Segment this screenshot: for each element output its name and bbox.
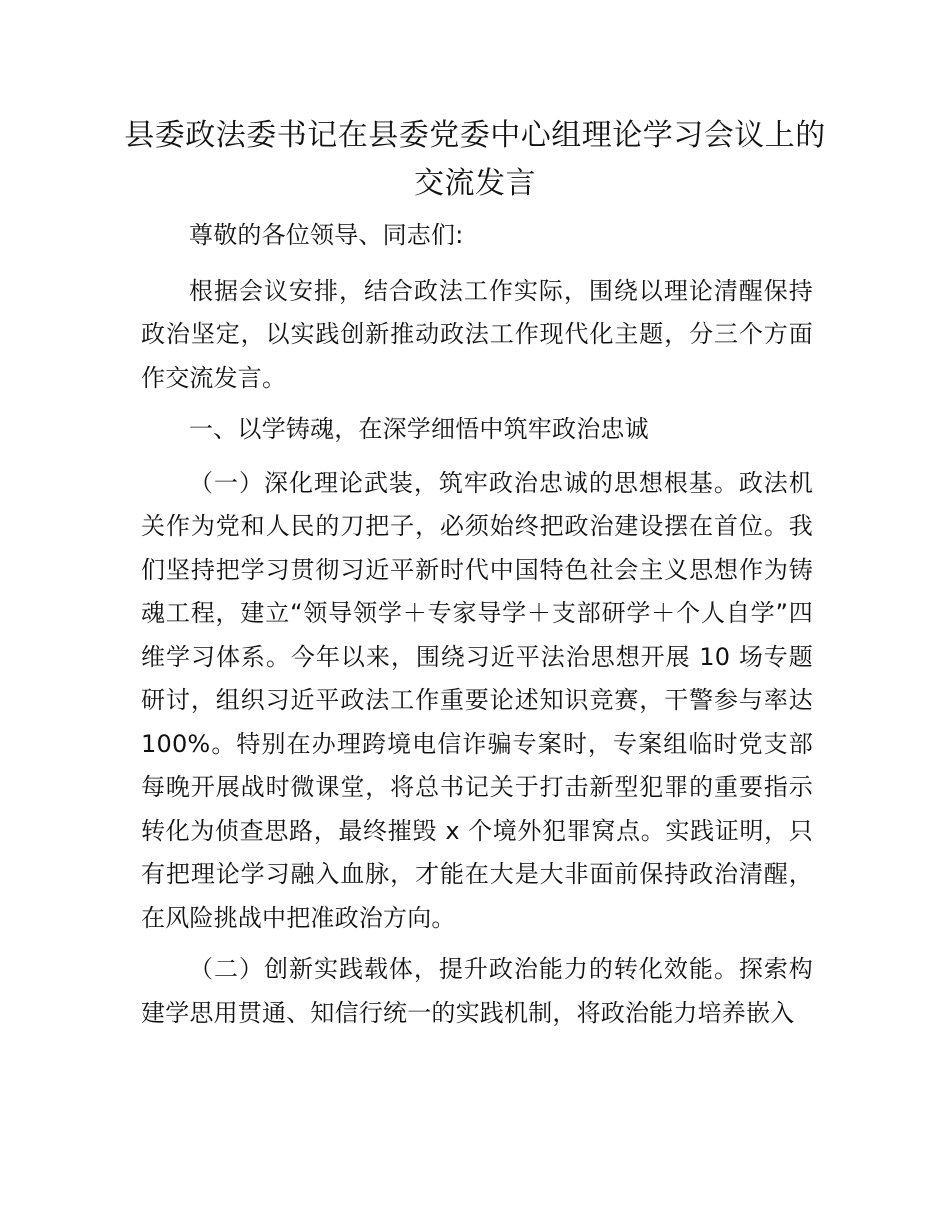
section-heading: 一、以学铸魂，在深学细悟中筑牢政治忠诚 — [189, 415, 649, 443]
intro-paragraph: 根据会议安排，结合政法工作实际，围绕以理论清醒保持政治坚定，以实践创新推动政法工作现代化主题，分三个方面作交流发言。 — [141, 276, 813, 392]
body-paragraph: （二）创新实践载体，提升政治能力的转化效能。探索构建学思用贯通、知信行统一的实践机制，将政治能力培养嵌入 — [141, 955, 813, 1027]
body-paragraph: （一）深化理论武装，筑牢政治忠诚的思想根基。政法机关作为党和人民的刀把子，必须始终把政治建设摆在首位。我们坚持把学习贯彻习近平新时代中国特色社会主义思想作为铸魂工程，建立“领导领学＋专家导学＋支部研学＋个人自学”四维学习体系。今年以来，围绕习近平法治思想开展 10 场专题研讨，组织习近平政法工作重要论述知识竞赛，干警参与率达 100%。特别在办理跨境电信诈骗专案时，专案组临时党支部每晚开展战时微课堂，将总书记关于打击新型犯罪的重要指示转化为侦查思路，最终摧毁 x 个境外犯罪窝点。实践证明，只有把理论学习融入血脉，才能在大是大非面前保持政治清醒，在风险挑战中把准政治方向。 — [141, 468, 813, 932]
salutation-paragraph: 尊敬的各位领导、同志们: — [189, 221, 464, 249]
document-body — [141, 214, 813, 1043]
document-title: 县委政法委书记在县委党委中心组理论学习会议上的交流发言 — [124, 118, 826, 201]
